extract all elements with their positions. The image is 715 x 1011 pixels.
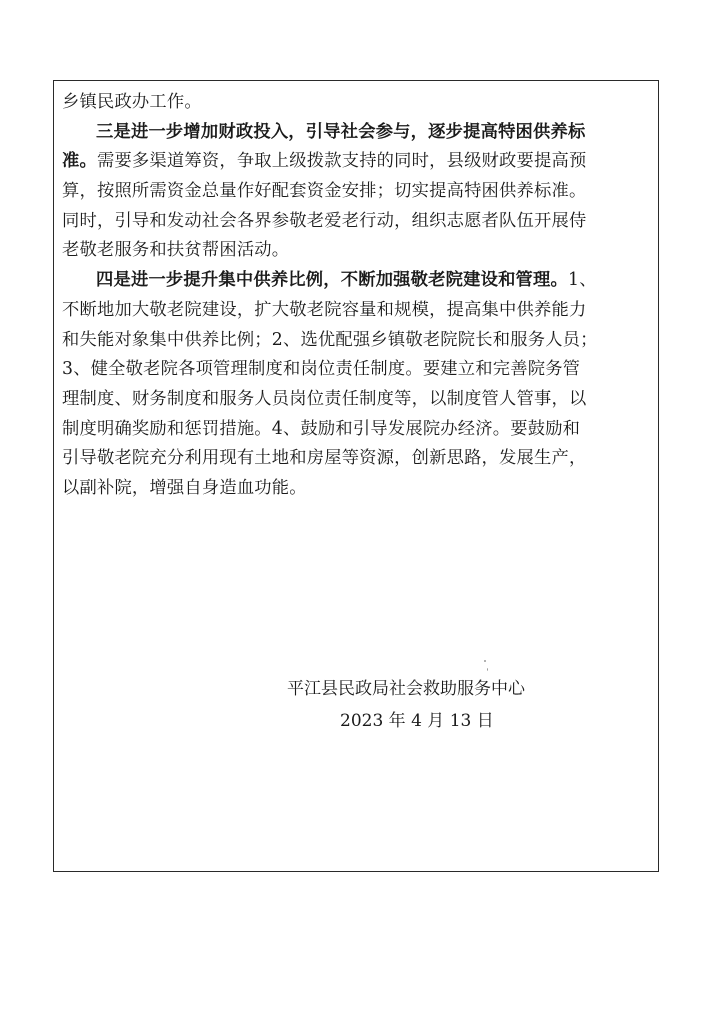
line-text: 以副补院，增强自身造血功能。 [62, 477, 307, 498]
line-text: 同时，引导和发动社会各界参敬老爱老行动，组织志愿者队伍开展侍 [62, 210, 587, 231]
text-line [62, 296, 587, 326]
text-line [62, 355, 582, 385]
text-line [62, 236, 582, 266]
scan-speck [487, 668, 488, 671]
line-text: 老敬老服务和扶贫帮困活动。 [62, 240, 290, 261]
signature-date: 2023 年 4 月 13 日 [340, 711, 494, 731]
line-text: 乡镇民政办工作。 [62, 92, 202, 112]
line-text: 和失能对象集中供养比例；2、选优配强乡镇敬老院院长和服务人员； [62, 329, 598, 350]
bold-lead-text: 三是进一步增加财政投入，引导社会参与，逐步提高特困供养标 [96, 121, 586, 142]
text-line [62, 385, 587, 415]
bold-lead-text: 准。 [62, 151, 97, 172]
line-text: 需要多渠道筹资，争取上级拨款支持的同时，县级财政要提高预 [96, 151, 587, 172]
signature-organization: 平江县民政局社会救助服务中心 [287, 679, 525, 699]
text-line [62, 88, 582, 118]
text-line [62, 326, 598, 356]
text-line [62, 266, 597, 296]
text-line [62, 207, 587, 237]
scan-speck [484, 660, 486, 662]
text-line [62, 415, 582, 445]
line-text: 制度明确奖励和惩罚措施。4、鼓励和引导发展院办经济。要鼓励和 [62, 418, 581, 439]
text-line [62, 177, 587, 207]
text-line [62, 444, 587, 474]
document-body [62, 88, 598, 504]
text-line [62, 147, 587, 177]
line-text: 不断地加大敬老院建设，扩大敬老院容量和规模，提高集中供养能力 [62, 299, 587, 320]
line-text: 理制度、财务制度和服务人员岗位责任制度等，以制度管人管事，以 [62, 388, 587, 409]
line-text: 1、 [568, 270, 597, 291]
line-text: 引导敬老院充分利用现有土地和房屋等资源，创新思路，发展生产， [62, 448, 587, 469]
line-text: 3、健全敬老院各项管理制度和岗位责任制度。要建立和完善院务管 [62, 359, 581, 380]
bold-lead-text: 四是进一步提升集中供养比例，不断加强敬老院建设和管理。 [96, 270, 568, 291]
line-text: 算，按照所需资金总量作好配套资金安排；切实提高特困供养标准。 [62, 181, 587, 202]
text-line [62, 118, 586, 148]
text-line [62, 474, 582, 504]
